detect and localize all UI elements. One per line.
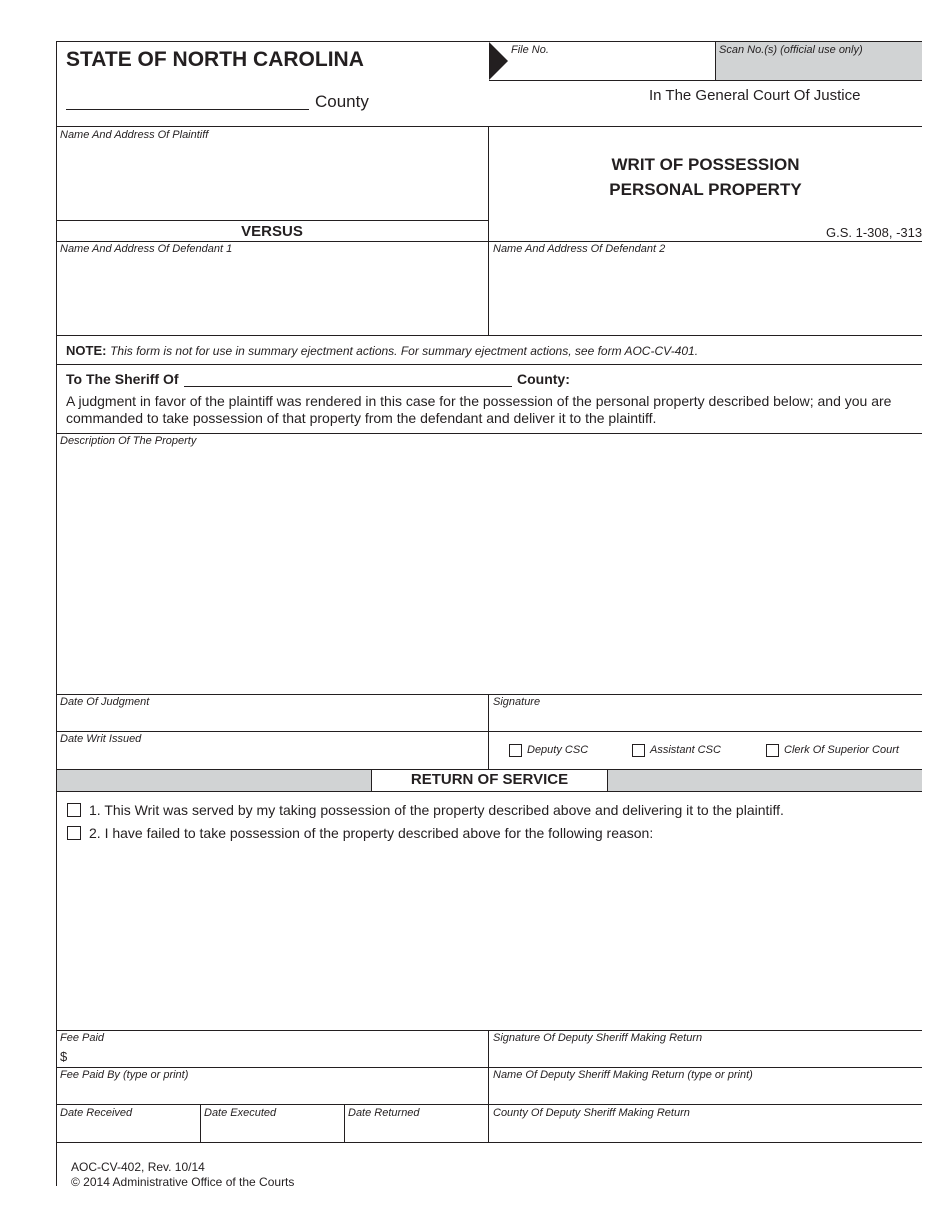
form-title-line2: PERSONAL PROPERTY <box>609 180 802 199</box>
sig-deputy-label: Signature Of Deputy Sheriff Making Return <box>493 1032 703 1044</box>
assistant-csc-label: Assistant CSC <box>650 744 721 756</box>
date-writ-issued-label: Date Writ Issued <box>60 733 142 745</box>
dollar-sign: $ <box>60 1049 68 1064</box>
state-title: STATE OF NORTH CAROLINA <box>66 48 364 71</box>
defendant1-label: Name And Address Of Defendant 1 <box>60 243 233 255</box>
date-returned-label: Date Returned <box>348 1107 420 1119</box>
defendant2-label: Name And Address Of Defendant 2 <box>493 243 666 255</box>
fee-paid-by-label: Fee Paid By (type or print) <box>60 1069 189 1081</box>
return-bar-right <box>608 770 922 791</box>
statute-ref: G.S. 1-308, -313 <box>826 225 923 240</box>
form-title-line1: WRIT OF POSSESSION <box>611 155 800 174</box>
assistant-csc-checkbox[interactable] <box>632 744 645 757</box>
description-area[interactable] <box>57 450 922 694</box>
command-body: A judgment in favor of the plaintiff was rendered in this case for the possession of the personal property described below; and you are commanded to take possession of that property from the defendant and deliver it to the plaintiff. <box>66 393 892 426</box>
deputy-csc-checkbox[interactable] <box>509 744 522 757</box>
failed-checkbox[interactable] <box>67 826 81 840</box>
form-number: AOC-CV-402, Rev. 10/14 <box>71 1160 205 1174</box>
date-received-label: Date Received <box>60 1107 133 1119</box>
date-executed-label: Date Executed <box>204 1107 277 1119</box>
to-sheriff-label: To The Sheriff Of <box>66 371 179 387</box>
note-text: This form is not for use in summary ejectment actions. For summary ejectment actions, see form AOC-CV-401. <box>110 344 699 358</box>
sheriff-county-blank <box>184 386 512 387</box>
return-of-service-title: RETURN OF SERVICE <box>410 771 569 788</box>
served-text: 1. This Writ was served by my taking possession of the property described above and delivering it to the plaintiff. <box>89 802 784 818</box>
clerk-superior-court-label: Clerk Of Superior Court <box>784 744 899 756</box>
scan-label: Scan No.(s) (official use only) <box>719 44 863 56</box>
county-label: County <box>315 92 369 111</box>
clerk-superior-court-checkbox[interactable] <box>766 744 779 757</box>
file-no-label: File No. <box>511 44 549 56</box>
failed-text: 2. I have failed to take possession of the property described above for the following reason: <box>89 825 654 841</box>
deputy-csc-label: Deputy CSC <box>527 744 589 756</box>
county-deputy-label: County Of Deputy Sheriff Making Return <box>493 1107 690 1119</box>
county-colon-label: County: <box>517 371 570 387</box>
file-no-arrow-icon <box>489 42 508 80</box>
name-deputy-label: Name Of Deputy Sheriff Making Return (type or print) <box>493 1069 753 1081</box>
plaintiff-label: Name And Address Of Plaintiff <box>60 129 209 141</box>
signature-label: Signature <box>493 696 541 708</box>
court-label: In The General Court Of Justice <box>649 87 861 104</box>
note <box>66 343 698 358</box>
description-label: Description Of The Property <box>60 435 197 447</box>
served-checkbox[interactable] <box>67 803 81 817</box>
date-of-judgment-label: Date Of Judgment <box>60 696 150 708</box>
county-blank-line <box>66 109 309 110</box>
fee-paid-label: Fee Paid <box>60 1032 105 1044</box>
versus-label: VERSUS <box>241 223 303 240</box>
copyright: © 2014 Administrative Office of the Courts <box>71 1175 295 1189</box>
return-bar-left <box>57 770 371 791</box>
note-label: NOTE: <box>66 343 107 358</box>
